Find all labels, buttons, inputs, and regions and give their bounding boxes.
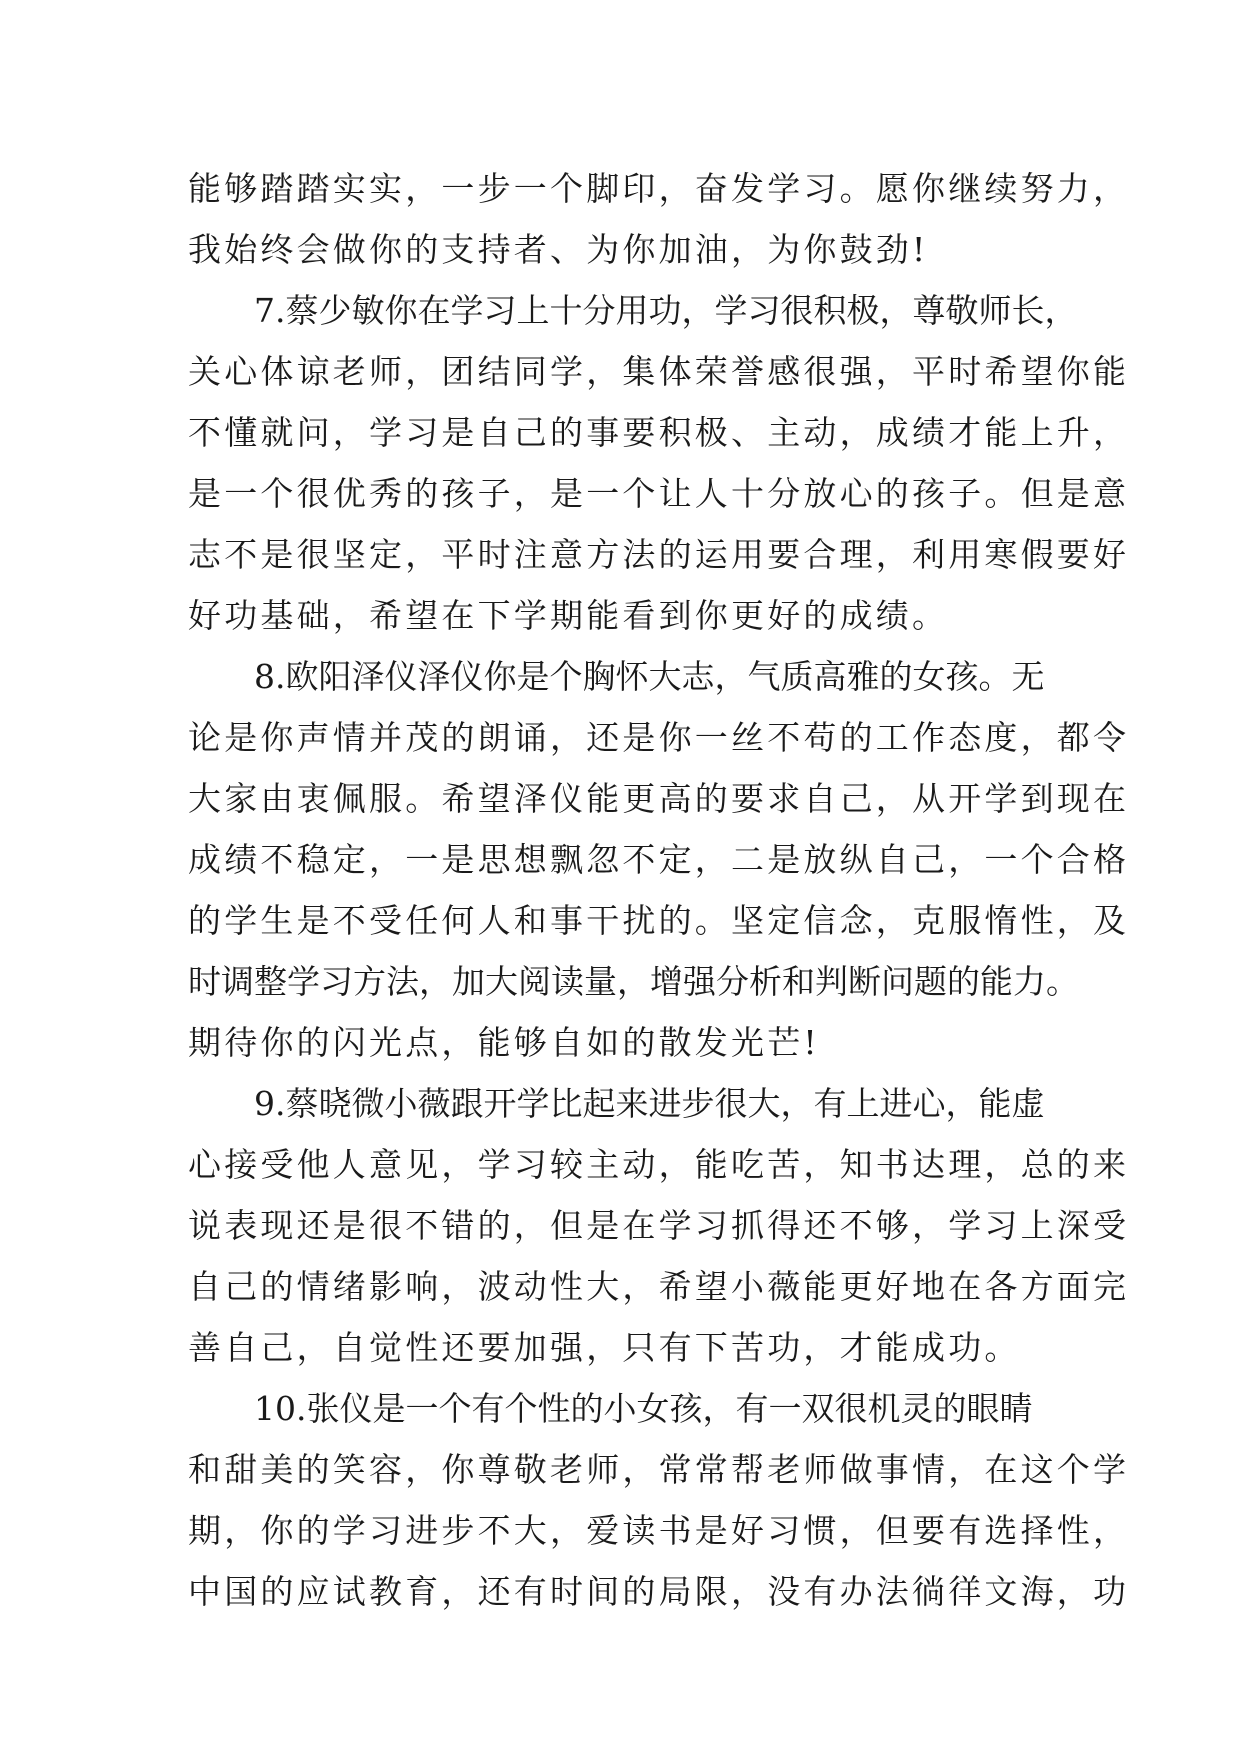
text-line: 能够踏踏实实，一步一个脚印，奋发学习。愿你继续努力， [188, 169, 1130, 208]
text-line: 7.蔡少敏你在学习上十分用功，学习很积极，尊敬师长， [254, 291, 1078, 330]
text-line: 好功基础，希望在下学期能看到你更好的成绩。 [188, 596, 949, 635]
text-line: 和甜美的笑容，你尊敬老师，常常帮老师做事情，在这个学 [188, 1450, 1130, 1489]
text-line: 论是你声情并茂的朗诵，还是你一丝不苟的工作态度，都令 [188, 718, 1130, 757]
text-line: 善自己，自觉性还要加强，只有下苦功，才能成功。 [188, 1328, 1021, 1367]
text-line: 8.欧阳泽仪泽仪你是个胸怀大志，气质高雅的女孩。无 [254, 657, 1045, 696]
text-line: 关心体谅老师，团结同学，集体荣誉感很强，平时希望你能 [188, 352, 1130, 391]
text-line: 10.张仪是一个有个性的小女孩，有一双很机灵的眼睛 [254, 1389, 1033, 1428]
text-line: 中国的应试教育，还有时间的局限，没有办法徜徉文海，功 [188, 1572, 1130, 1611]
text-line: 志不是很坚定，平时注意方法的运用要合理，利用寒假要好 [188, 535, 1130, 574]
text-line: 自己的情绪影响，波动性大，希望小薇能更好地在各方面完 [188, 1267, 1130, 1306]
text-line: 我始终会做你的支持者、为你加油，为你鼓劲! [188, 230, 929, 269]
text-line: 时调整学习方法，加大阅读量，增强分析和判断问题的能力。 [188, 962, 1079, 1001]
text-line: 是一个很优秀的孩子，是一个让人十分放心的孩子。但是意 [188, 474, 1130, 513]
text-line: 心接受他人意见，学习较主动，能吃苦，知书达理，总的来 [188, 1145, 1130, 1184]
text-line: 说表现还是很不错的，但是在学习抓得还不够，学习上深受 [188, 1206, 1130, 1245]
text-line: 9.蔡晓微小薇跟开学比起来进步很大，有上进心，能虚 [254, 1084, 1045, 1123]
text-line: 大家由衷佩服。希望泽仪能更高的要求自己，从开学到现在 [188, 779, 1130, 818]
text-line: 期，你的学习进步不大，爱读书是好习惯，但要有选择性， [188, 1511, 1130, 1550]
text-line: 成绩不稳定，一是思想飘忽不定，二是放纵自己，一个合格 [188, 840, 1130, 879]
text-line: 不懂就问，学习是自己的事要积极、主动，成绩才能上升， [188, 413, 1130, 452]
text-line: 的学生是不受任何人和事干扰的。坚定信念，克服惰性，及 [188, 901, 1130, 940]
text-line: 期待你的闪光点，能够自如的散发光芒! [188, 1023, 820, 1062]
document-body [188, 158, 1130, 1622]
